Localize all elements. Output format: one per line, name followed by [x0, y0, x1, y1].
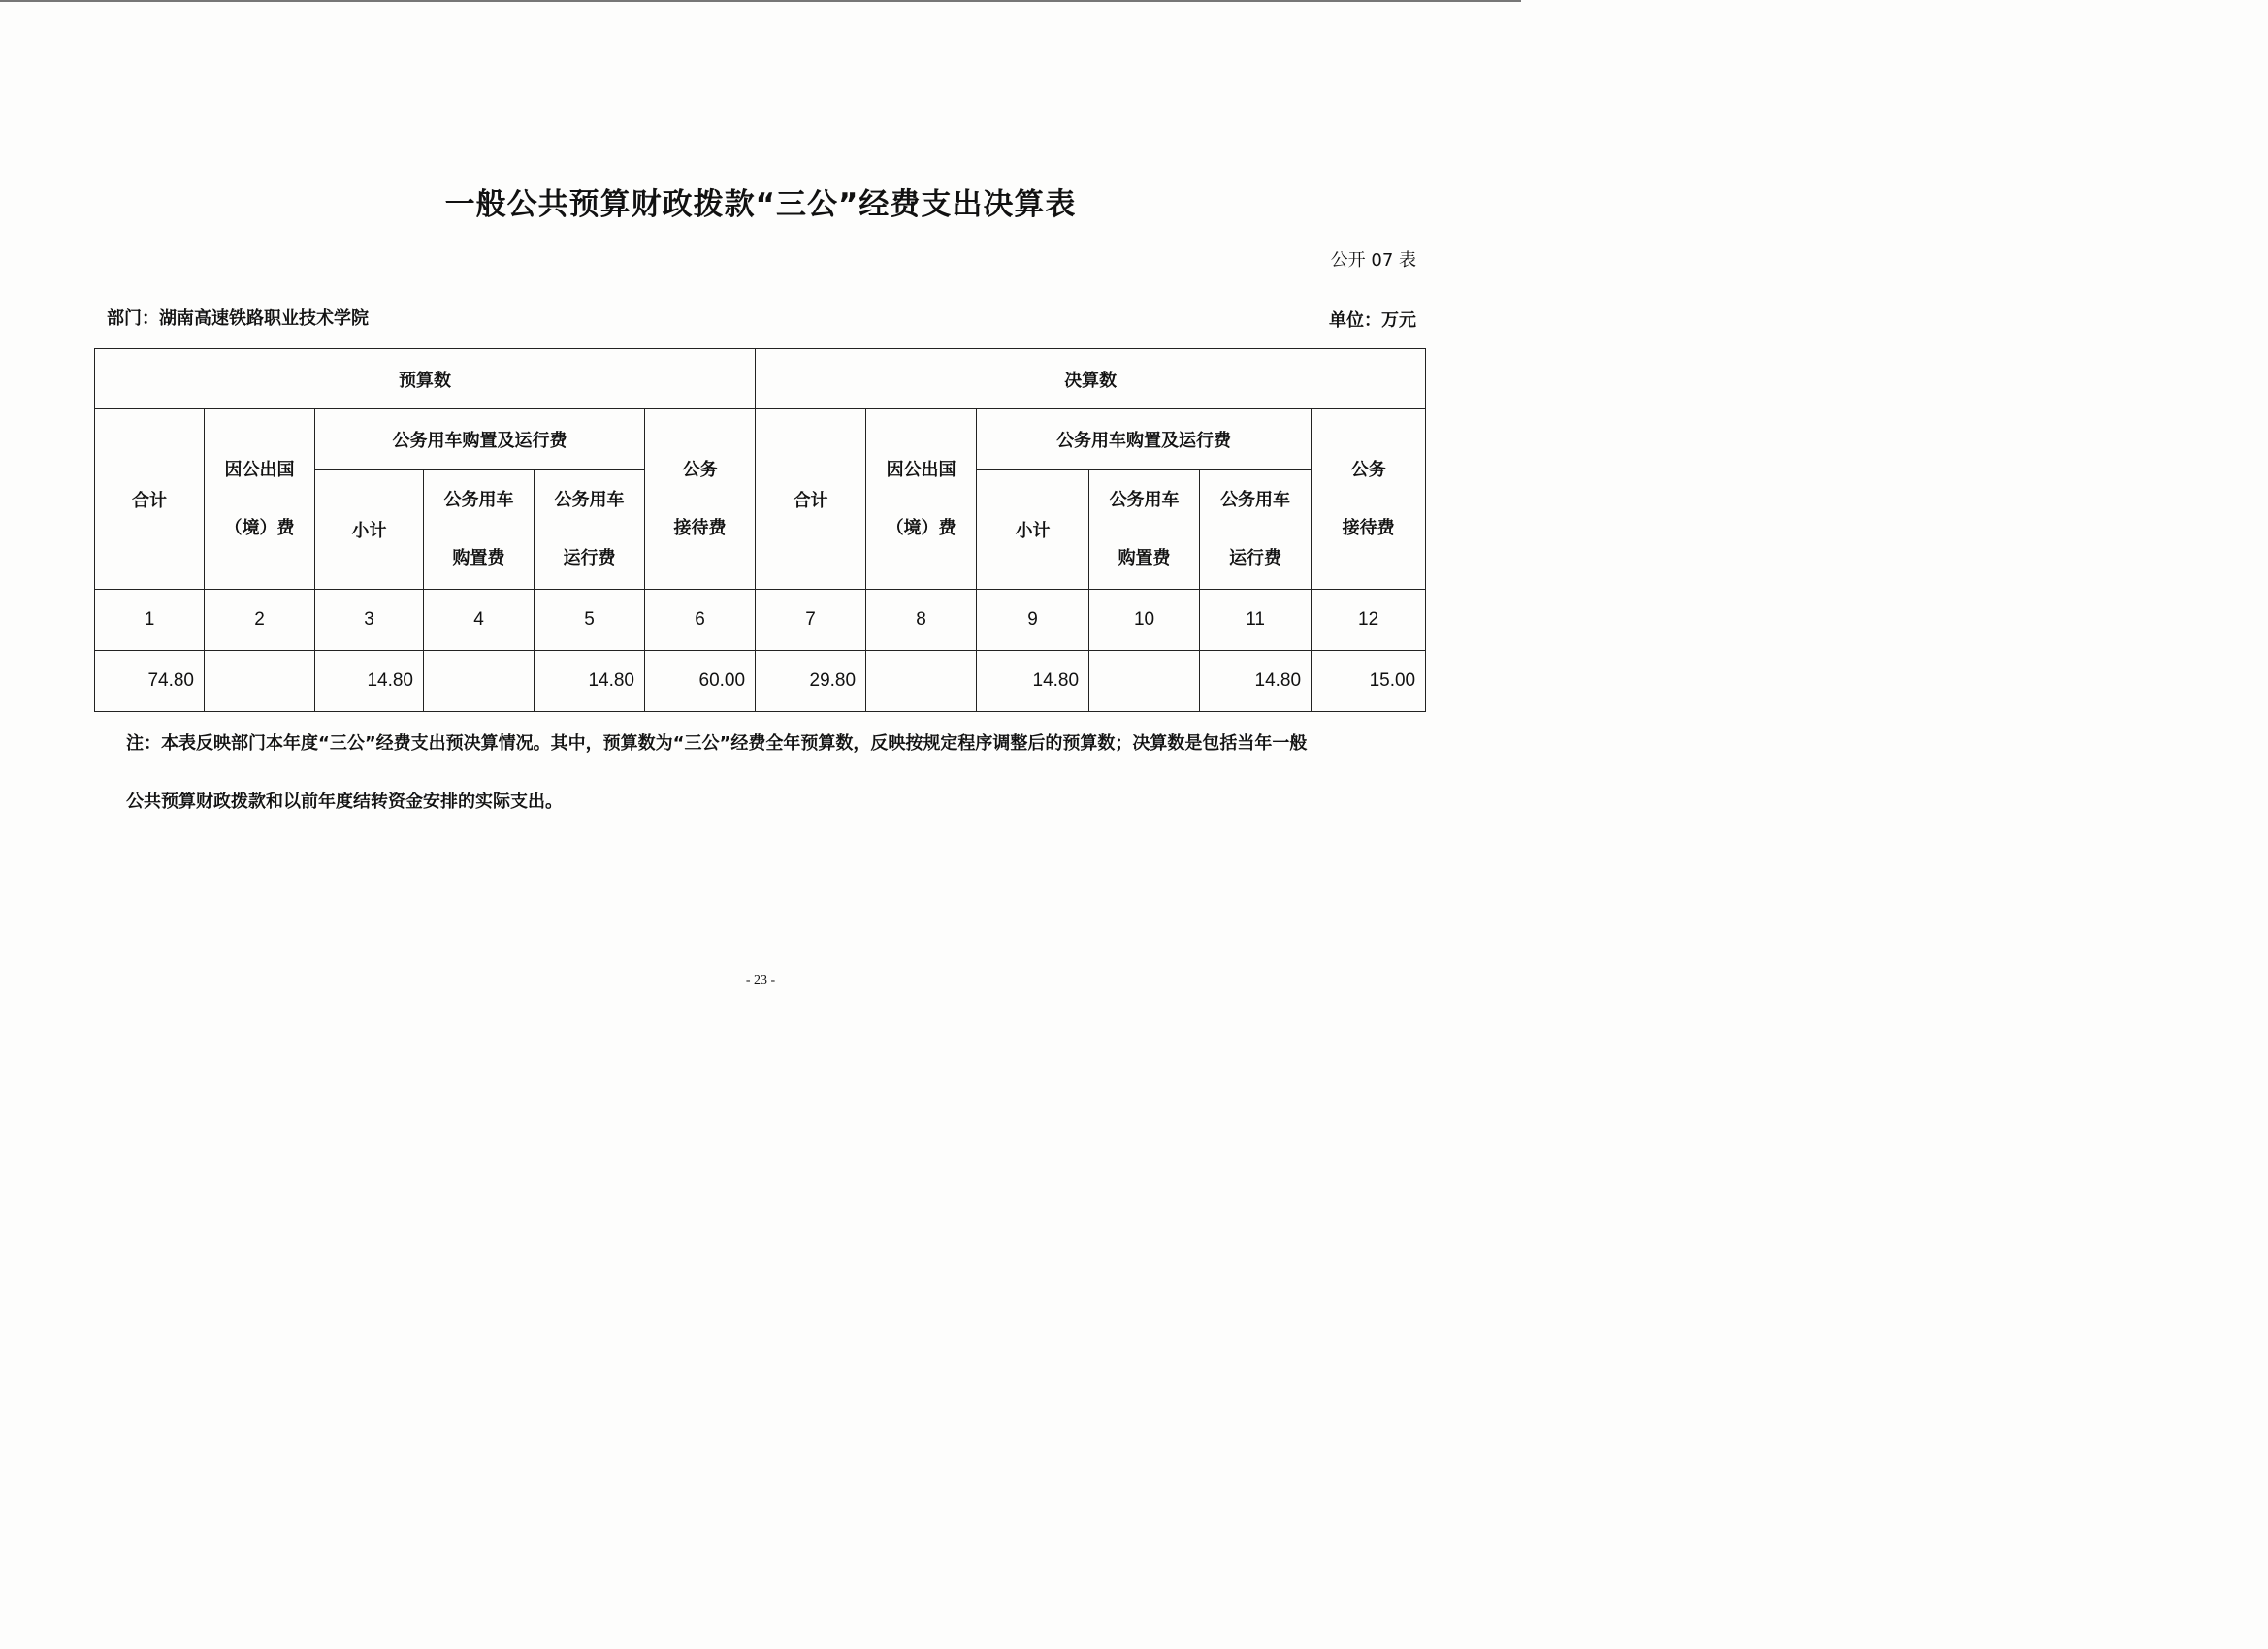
index-cell: 10	[1089, 590, 1200, 651]
index-cell: 4	[424, 590, 535, 651]
header-line: 因公出国	[886, 459, 956, 480]
page-title: 一般公共预算财政拨款“三公”经费支出决算表	[444, 187, 1077, 222]
header-line: 公务	[1350, 459, 1386, 480]
value-cell	[866, 651, 977, 712]
final-vehicle-header: 公务用车购置及运行费	[977, 409, 1312, 470]
budget-reception-header	[645, 409, 756, 590]
final-purchase-header	[1089, 470, 1200, 590]
group-header-row	[95, 349, 1426, 409]
index-cell: 12	[1312, 590, 1426, 651]
budget-purchase-header	[424, 470, 535, 590]
value-cell: 29.80	[756, 651, 866, 712]
value-cell	[205, 651, 315, 712]
header-line: 购置费	[1118, 548, 1171, 568]
index-cell: 6	[645, 590, 756, 651]
value-cell: 74.80	[95, 651, 205, 712]
header-line: （境）费	[224, 517, 295, 538]
index-cell: 1	[95, 590, 205, 651]
header-line: 接待费	[673, 517, 727, 538]
column-header-row	[95, 409, 1426, 470]
index-cell: 9	[977, 590, 1089, 651]
index-cell: 2	[205, 590, 315, 651]
value-cell: 14.80	[315, 651, 424, 712]
index-cell: 7	[756, 590, 866, 651]
value-row	[95, 651, 1426, 712]
header-line: 公务用车	[1220, 490, 1291, 510]
expense-table	[94, 348, 1426, 712]
budget-operation-header	[535, 470, 645, 590]
header-line: 公务用车	[1109, 490, 1180, 510]
budget-group-header: 预算数	[95, 349, 756, 409]
budget-vehicle-header: 公务用车购置及运行费	[315, 409, 645, 470]
header-line: 运行费	[1229, 548, 1282, 568]
final-subtotal-header: 小计	[977, 470, 1089, 590]
budget-total-header: 合计	[95, 409, 205, 590]
final-operation-header	[1200, 470, 1312, 590]
budget-subtotal-header: 小计	[315, 470, 424, 590]
footnote-line-1: 注：本表反映部门本年度“三公”经费支出预决算情况。其中，预算数为“三公”经费全年预算数，反映按规定程序调整后的预算数；决算数是包括当年一般	[126, 733, 1308, 754]
budget-abroad-header	[205, 409, 315, 590]
final-abroad-header	[866, 409, 977, 590]
final-total-header: 合计	[756, 409, 866, 590]
scan-edge-line	[0, 0, 1521, 2]
header-line: 接待费	[1342, 517, 1395, 538]
header-line: 运行费	[563, 548, 616, 568]
index-cell: 3	[315, 590, 424, 651]
index-cell: 11	[1200, 590, 1312, 651]
department-label: 部门：湖南高速铁路职业技术学院	[107, 308, 369, 329]
value-cell: 14.80	[1200, 651, 1312, 712]
form-number: 公开 07 表	[1330, 250, 1416, 271]
index-row	[95, 590, 1426, 651]
header-line: 公务用车	[443, 490, 514, 510]
value-cell: 14.80	[535, 651, 645, 712]
header-line: 购置费	[452, 548, 505, 568]
page-number: - 23 -	[745, 973, 776, 987]
header-line: 因公出国	[224, 459, 295, 480]
value-cell	[1089, 651, 1200, 712]
unit-label: 单位：万元	[1329, 310, 1416, 331]
index-cell: 8	[866, 590, 977, 651]
header-line: 公务用车	[554, 490, 625, 510]
value-cell	[424, 651, 535, 712]
index-cell: 5	[535, 590, 645, 651]
value-cell: 60.00	[645, 651, 756, 712]
header-line: （境）费	[886, 517, 956, 538]
header-line: 公务	[682, 459, 718, 480]
value-cell: 14.80	[977, 651, 1089, 712]
value-cell: 15.00	[1312, 651, 1426, 712]
footnote-line-2: 公共预算财政拨款和以前年度结转资金安排的实际支出。	[126, 792, 563, 812]
final-reception-header	[1312, 409, 1426, 590]
final-group-header: 决算数	[756, 349, 1426, 409]
